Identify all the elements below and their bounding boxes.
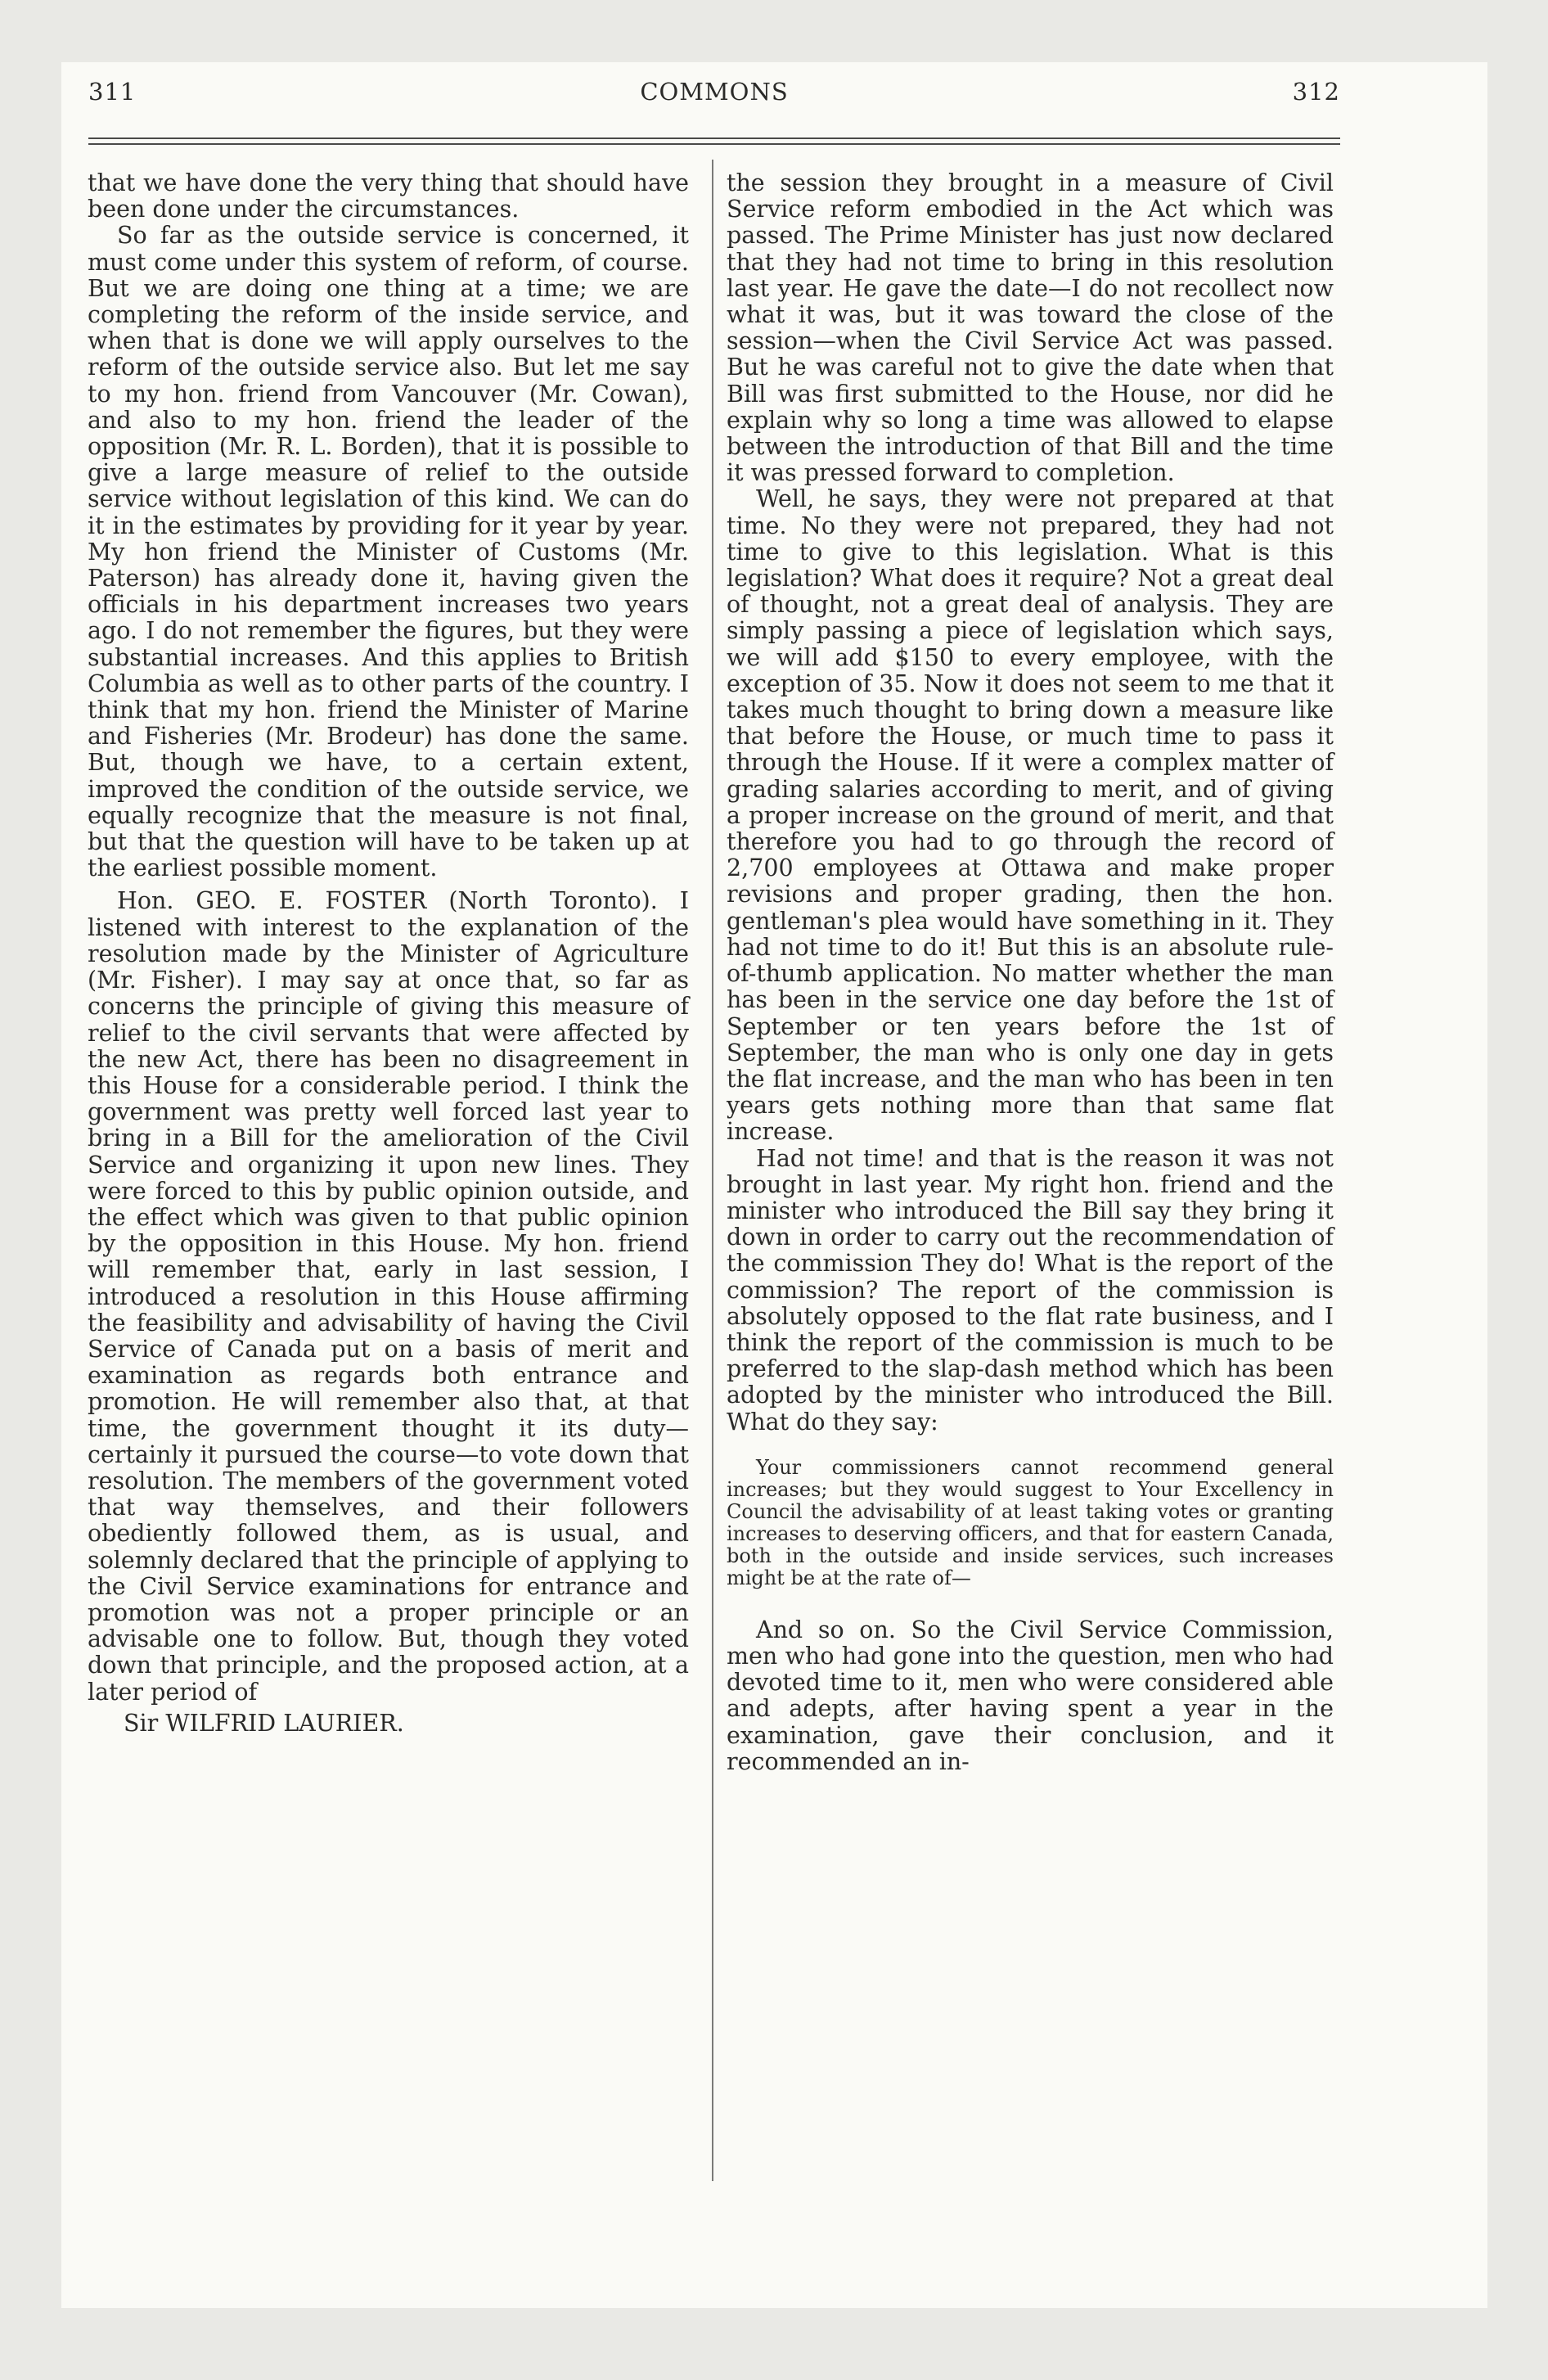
paragraph: that we have done the very thing that should have been done under the circumstances.	[88, 169, 689, 223]
speaker-footer: Sir WILFRID LAURIER.	[124, 1709, 404, 1737]
paragraph: Had not time! and that is the reason it was not brought in last year. My right hon. friend and the minister who introduced the Bill say they bring it down in order to carry out the recommendation of the commission They do! What is the report of the commission? The report of the commission is absolutely opposed to the flat rate business, and I think the report of the commission is much to be preferred to the slap-dash method which has been adopted by the minister who introduced the Bill. What do they say:	[727, 1144, 1334, 1436]
paragraph: So far as the outside service is concerned, it must come under this system of reform, of course. But we are doing one thing at a time; we are completing the reform of the inside service, and when that is done we will apply ourselves to the reform of the outside service also. But let me say to my hon. friend from Vancouver (Mr. Cowan), and also to my hon. friend the leader of the opposition (Mr. R. L. Borden), that it is possible to give a large measure of relief to the outside service without legislation of this kind. We can do it in the estimates by providing for it year by year. My hon friend the Minister of Customs (Mr. Paterson) has already done it, having given the officials in his department increases two years ago. I do not remember the figures, but they were substantial increases. And this applies to British Columbia as well as to other parts of the country. I think that my hon. friend the Minister of Marine and Fisheries (Mr. Brodeur) has done the same. But, though we have, to a certain extent, improved the condition of the outside service, we equally recognize that the measure is not final, but that the question will have to be taken up at the earliest possible moment.	[88, 222, 689, 882]
column-divider	[712, 160, 713, 2181]
right-page-number: 312	[1292, 78, 1340, 106]
paragraph: the session they brought in a measure of Civil Service reform embodied in the Act which was passed. The Prime Minister has just now declared that they had not time to bring in this resolution last year. He gave the date—I do not recollect now what it was, but it was toward the close of the session—when the Civil Service Act was passed. But he was careful not to give the date when that Bill was first submitted to the House, nor did he explain why so long a time was allowed to elapse between the introduction of that Bill and the time it was pressed forward to completion.	[727, 169, 1334, 487]
right-column	[727, 170, 1334, 1775]
paragraph: And so on. So the Civil Service Commission, men who had gone into the question, men who had devoted time to it, men who were considered able and adepts, after having spent a year in the examination, gave their conclusion, and it recommended an in-	[727, 1616, 1334, 1775]
header-rule	[88, 137, 1340, 149]
left-page-number: 311	[88, 78, 137, 106]
quoted-passage: Your commissioners cannot recommend general increases; but they would suggest to Your Excellency in Council the advisability of at least taking votes or granting increases to deserving officers, and that for eastern Canada, both in the outside and inside services, such increases might be at the rate of—	[727, 1455, 1334, 1589]
running-title: COMMONS	[640, 78, 789, 106]
paragraph: Well, he says, they were not prepared at that time. No they were not prepared, they had not time to give to this legislation. What is this legislation? What does it require? Not a great deal of thought, not a great deal of analysis. They are simply passing a piece of legislation which says, we will add $150 to every employee, with the exception of 35. Now it does not seem to me that it takes much thought to bring down a measure like that before the House, or much time to pass it through the House. If it were a complex matter of grading salaries according to merit, and of giving a proper increase on the ground of merit, and that therefore you had to go through the record of 2,700 employees at Ottawa and make proper revisions and proper grading, then the hon. gentleman's plea would have something in it. They had not time to do it! But this is an absolute rule-of-thumb application. No matter whether the man has been in the service one day before the 1st of September or ten years before the 1st of September, the man who is only one day in gets the flat increase, and the man who has been in ten years gets nothing more than that same flat increase.	[727, 485, 1334, 1146]
page-header	[88, 78, 1340, 110]
left-column	[88, 170, 689, 1737]
paragraph: Hon. GEO. E. FOSTER (North Toronto). I listened with interest to the explanation of the resolution made by the Minister of Agriculture (Mr. Fisher). I may say at once that, so far as concerns the principle of giving this measure of relief to the civil servants that were affected by the new Act, there has been no disagreement in this House for a considerable period. I think the government was pretty well forced last year to bring in a Bill for the amelioration of the Civil Service and organizing it upon new lines. They were forced to this by public opinion outside, and the effect which was given to that public opinion by the opposition in this House. My hon. friend will remember that, early in last session, I introduced a resolution in this House affirming the feasibility and advisability of having the Civil Service of Canada put on a basis of merit and examination as regards both entrance and promotion. He will remember also that, at that time, the government thought it its duty—certainly it pursued the course—to vote down that resolution. The members of the government voted that way themselves, and their followers obediently followed them, as is usual, and solemnly declared that the principle of applying to the Civil Service examinations for entrance and promotion was not a proper principle or an advisable one to follow. But, though they voted down that principle, and the proposed action, at a later period of	[88, 887, 689, 1706]
